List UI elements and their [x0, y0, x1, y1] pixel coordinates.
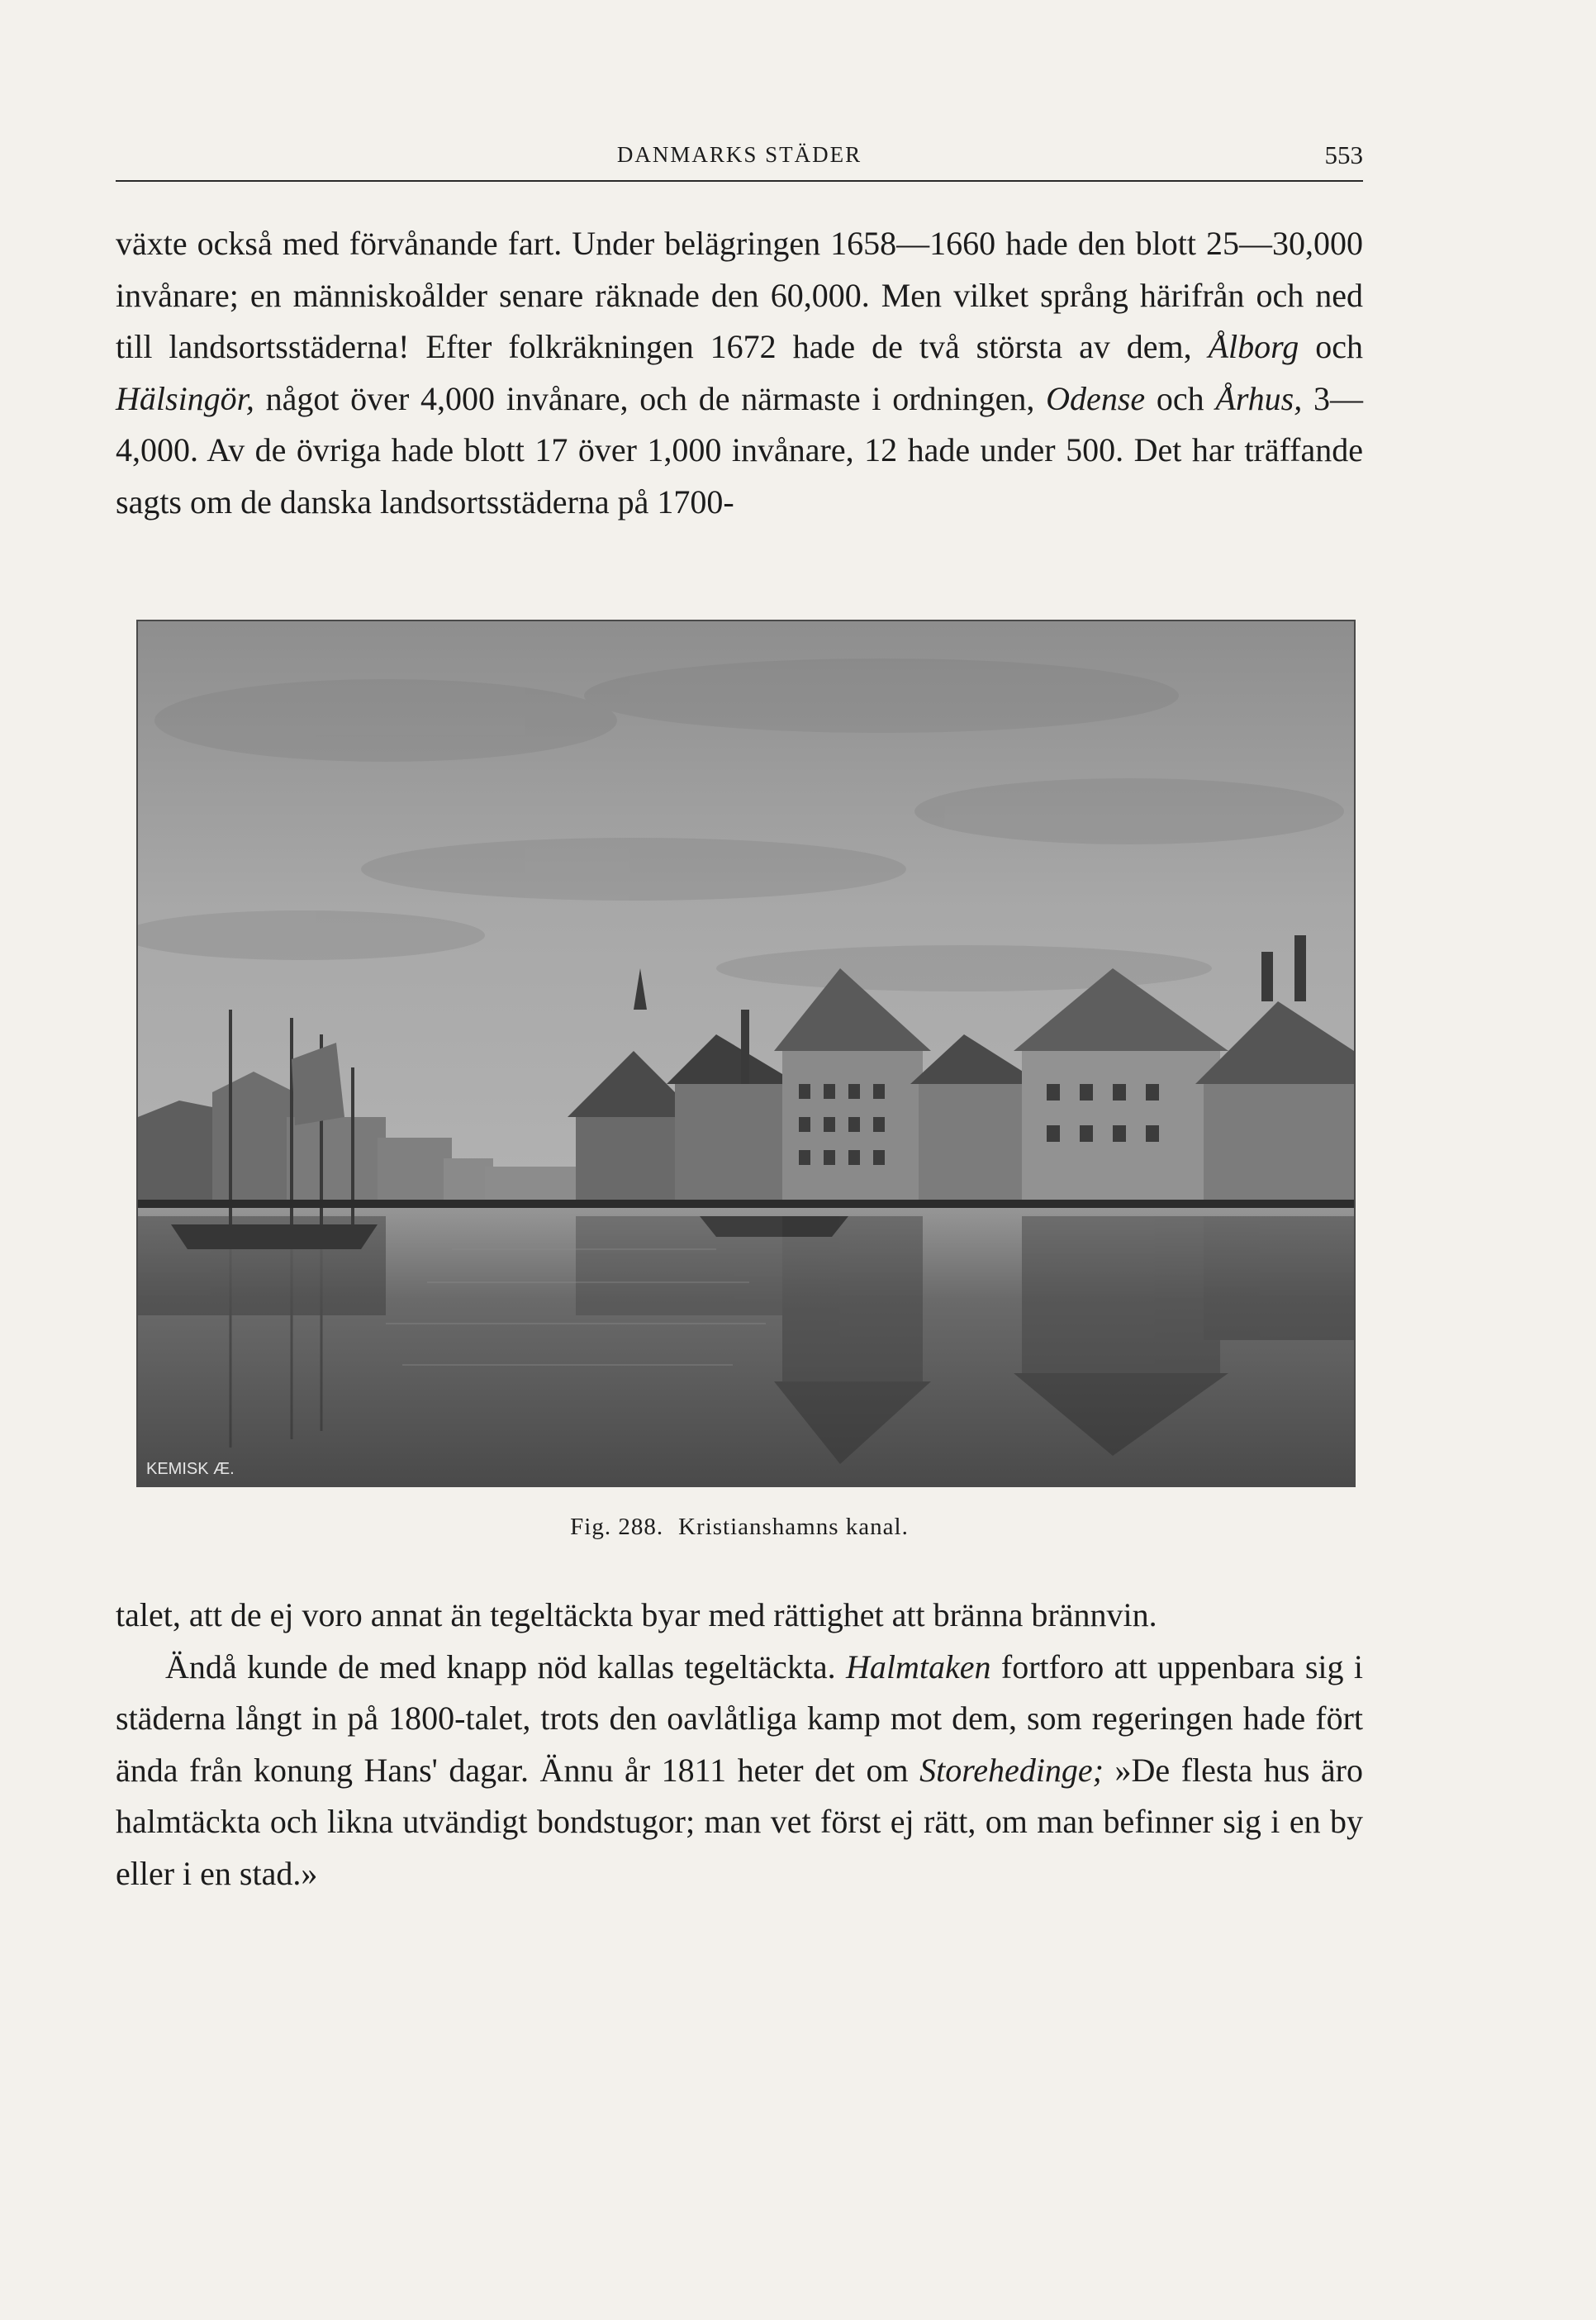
paragraph: växte också med förvånande fart. Under belägringen 1658—1660 hade den blott 25—30,000 invånare; en människoålder senare räknade den 60,000. Men vilket språng härifrån och ned till landsortsstäderna! Efter folkräkningen 1672 hade de två största av dem, Ålborg och Hälsingör, något över 4,000 invånare, och de närmaste i ordningen, Odense och Århus, 3—4,000. Av de övriga hade blott 17 över 1,000 invånare, 12 hade under 500. Det har träffande sagts om de danska landsortsstäderna på 1700-	[116, 225, 1364, 521]
place-name: Storehedinge;	[919, 1751, 1104, 1789]
figure-photograph	[136, 620, 1356, 1487]
place-name: Ålborg	[1208, 328, 1299, 365]
body-text-top	[116, 218, 1363, 528]
body-text-bottom	[116, 1590, 1363, 1899]
paragraph: Ändå kunde de med knapp nöd kallas tegeltäckta. Halmtaken fortforo att uppenbara sig i städerna långt in på 1800-talet, trots den oavlåtliga kamp mot dem, som regeringen hade fört ända från konung Hans' dagar. Ännu år 1811 heter det om Storehedinge; »De flesta hus äro halmtäckta och likna utvändigt bondstugor; man vet först ej rätt, om man befinner sig i en by eller i en stad.»	[116, 1647, 1364, 1892]
place-name: Århus,	[1215, 379, 1303, 417]
paragraph: talet, att de ej voro annat än tegeltäckta byar med rättighet att bränna brännvin.	[116, 1596, 1157, 1633]
canal-photo-illustration	[138, 621, 1354, 1486]
figure-caption	[116, 1514, 1363, 1541]
engraver-signature: KEMISK Æ.	[146, 1460, 235, 1478]
page-header	[116, 139, 1363, 182]
figure-label: Fig. 288.	[570, 1514, 664, 1540]
page-number: 553	[1324, 140, 1363, 169]
emphasis-term: Halmtaken	[846, 1647, 991, 1685]
running-title: DANMARKS STÄDER	[616, 142, 862, 167]
place-name: Hälsingör,	[116, 379, 254, 417]
quay-edge	[138, 1200, 1354, 1208]
place-name: Odense	[1046, 379, 1146, 417]
figure-title: Kristianshamns kanal.	[678, 1514, 909, 1540]
